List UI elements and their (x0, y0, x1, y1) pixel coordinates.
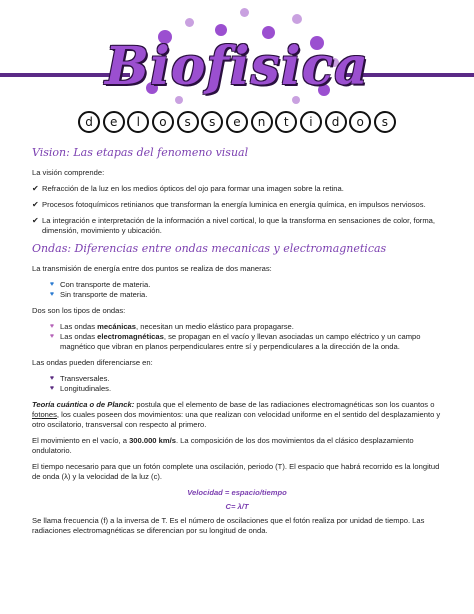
subtitle-letter: o (152, 111, 174, 133)
list-item-text: Sin transporte de materia. (60, 290, 148, 299)
list-wave-types (32, 322, 442, 352)
paragraph-differentiate: Las ondas pueden diferenciarse en: (32, 358, 153, 367)
list-item (32, 374, 442, 384)
decor-dot (215, 24, 227, 36)
subtitle-circles (78, 111, 396, 135)
decor-dot (175, 96, 183, 104)
check-item (32, 200, 442, 210)
decor-dot (292, 96, 300, 104)
subtitle-letter: d (78, 111, 100, 133)
heart-bullet-icon: ♥ (49, 291, 54, 298)
checkmark-icon: ✔ (32, 216, 39, 225)
check-item-text: La integración e interpretación de la información a nivel cortical, lo que la transforma en sensaciones de color, forma, dimensión, movimiento y ubicación. (42, 216, 435, 235)
page-title: Biofisica (105, 36, 369, 97)
subtitle-letter: d (325, 111, 347, 133)
subtitle-letter: s (201, 111, 223, 133)
heart-bullet-icon: ♥ (49, 323, 54, 330)
checkmark-icon: ✔ (32, 184, 39, 193)
subtitle-letter: e (226, 111, 248, 133)
subtitle-letter: i (300, 111, 322, 133)
list-item (32, 280, 442, 290)
paragraph-period: El tiempo necesario para que un fotón complete una oscilación, periodo (T). El espacio que habrá recorrido es la longitud de onda (λ) y la velocidad de la luz (c). (32, 462, 440, 481)
list-orientation (32, 374, 442, 394)
list-item-text: Las ondas mecánicas, necesitan un medio elástico para propagarse. (60, 322, 294, 331)
list-item-text: Longitudinales. (60, 384, 112, 393)
section-heading-ondas: Ondas: Diferencias entre ondas mecanicas y electromagneticas (32, 242, 387, 255)
subtitle-letter: n (251, 111, 273, 133)
list-item (32, 332, 442, 352)
decor-dot (240, 8, 249, 17)
paragraph-planck: Teoría cuántica o de Planck: postula que el elemento de base de las radiaciones electromagnéticas son los cuantos o fotones, los cuales poseen dos movimientos: una que realizan con velocidad uniforme en el sentido del desplazamiento y otro oscilatorio, transversal con respecto al primero. (32, 400, 441, 429)
paragraph-frequency: Se llama frecuencia (f) a la inversa de T. Es el número de oscilaciones que el fotón realiza por unidad de tiempo. Las radiaciones electromagnéticas se diferencian por su longitud de onda. (32, 516, 425, 535)
paragraph-types: Dos son los tipos de ondas: (32, 306, 126, 315)
paragraph-velocity: El movimiento en el vacío, a 300.000 km/s. La composición de los dos movimientos da el clásico desplazamiento ondulatorio. (32, 436, 414, 455)
vision-intro: La visión comprende: (32, 168, 105, 177)
header (0, 0, 474, 140)
check-item-text: Procesos fotoquímicos retinianos que transforman la energía luminica en energía química, en impulsos nerviosos. (42, 200, 426, 209)
list-item (32, 322, 442, 332)
check-item-text: Refracción de la luz en los medios ópticos del ojo para formar una imagen sobre la retina. (42, 184, 344, 193)
list-item-text: Con transporte de materia. (60, 280, 151, 289)
list-item (32, 384, 442, 394)
heart-bullet-icon: ♥ (49, 375, 54, 382)
formula-velocity: Velocidad = espacio/tiempo (187, 488, 287, 497)
list-item-text: Transversales. (60, 374, 110, 383)
subtitle-letter: o (349, 111, 371, 133)
subtitle-letter: s (177, 111, 199, 133)
subtitle-letter: s (374, 111, 396, 133)
heart-bullet-icon: ♥ (49, 281, 54, 288)
heart-bullet-icon: ♥ (49, 333, 54, 340)
subtitle-letter: l (127, 111, 149, 133)
document-body (32, 142, 442, 542)
decor-dot (185, 18, 194, 27)
check-item (32, 184, 442, 194)
checkmark-icon: ✔ (32, 200, 39, 209)
list-item (32, 290, 442, 300)
subtitle-letter: e (103, 111, 125, 133)
list-transport (32, 280, 442, 300)
list-item-text: Las ondas electromagnéticas, se propagan en el vacío y llevan asociadas un campo eléctrico y un campo magnético que vibran en planos perpendiculares entre sí y perpendiculares a la dirección de la onda. (60, 332, 421, 351)
heart-bullet-icon: ♥ (49, 385, 54, 392)
formula-c: C= λ/T (225, 502, 249, 511)
check-item (32, 216, 442, 236)
section-heading-vision: Vision: Las etapas del fenomeno visual (32, 146, 249, 159)
subtitle-letter: t (275, 111, 297, 133)
paragraph-transmission: La transmisión de energía entre dos puntos se realiza de dos maneras: (32, 264, 272, 273)
decor-dot (292, 14, 302, 24)
